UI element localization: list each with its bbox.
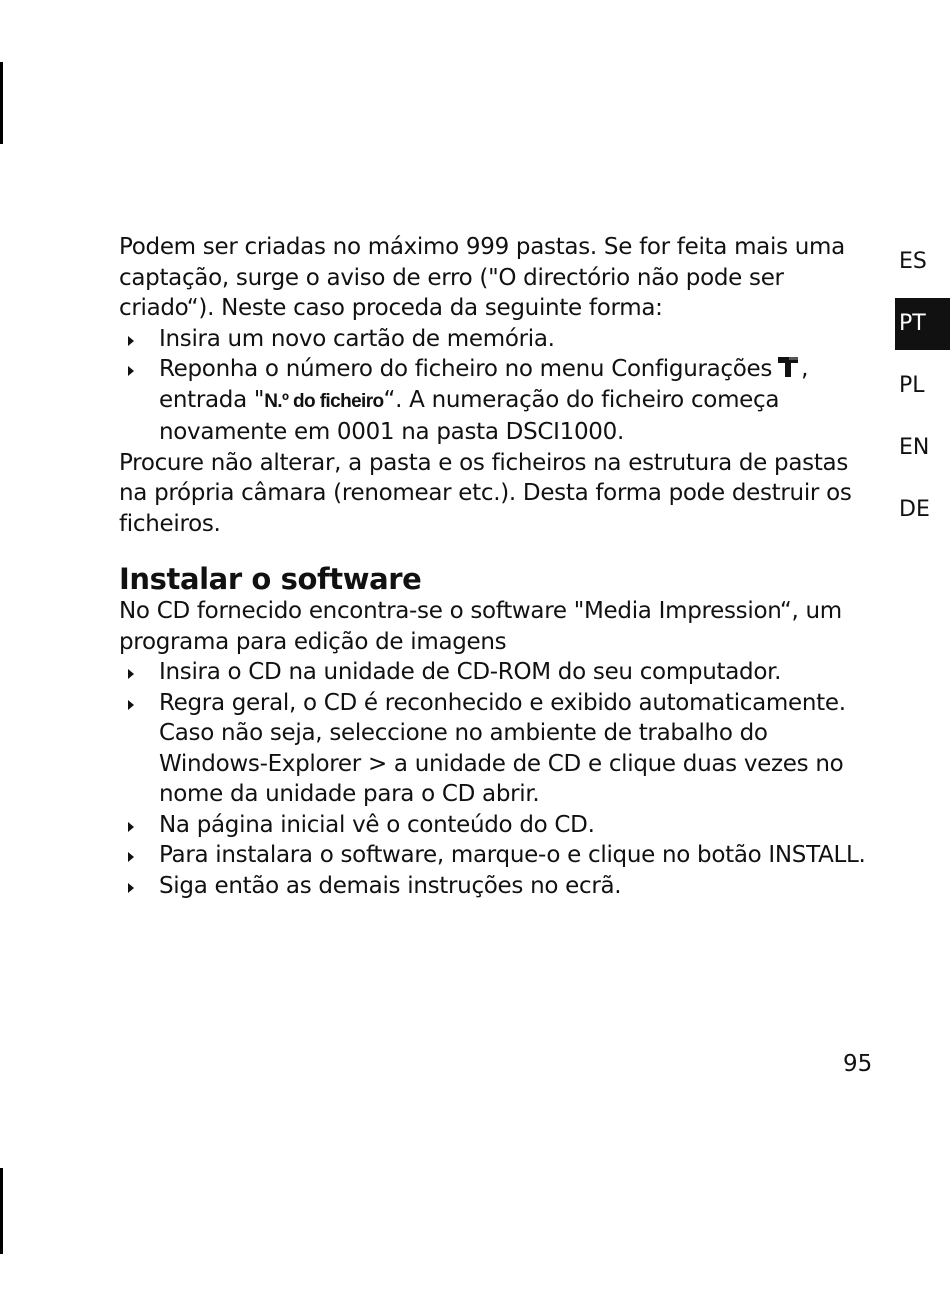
list-item-text: Na página inicial vê o conteúdo do CD. — [159, 811, 595, 838]
list-item-text: “. A numeração do ficheiro começa novamente em 0001 na pasta DSCI1000. — [159, 386, 780, 445]
steps-list-install — [119, 657, 879, 901]
language-tab-es: ES — [899, 249, 927, 274]
list-item-text: , entrada " — [159, 356, 809, 413]
warning-paragraph: Procure não alterar, a pasta e os ficheiros na estrutura de pastas na própria câmara (renomear etc.). Desta forma pode destruir os ficheiros. — [119, 449, 852, 537]
list-item-text: Regra geral, o CD é reconhecido e exibido automaticamente. Caso não seja, seleccione no ambiente de trabalho do Windows-Explorer > a unidade de CD e clique duas vezes no nome da unidade para o CD abrir. — [159, 689, 846, 807]
section-intro-paragraph: No CD fornecido encontra-se o software "Media Impression“, um programa para edição de imagens — [119, 598, 842, 655]
crop-mark-bottom — [0, 1168, 3, 1254]
menu-entry-label: N.º do ficheiro — [264, 390, 384, 412]
list-item-text: Reponha o número do ficheiro no menu Configurações — [159, 356, 773, 382]
bullet-arrow-icon — [128, 700, 134, 710]
list-item-text: Insira um novo cartão de memória. — [159, 325, 555, 352]
bullet-arrow-icon — [128, 669, 134, 679]
language-tab-pl: PL — [899, 373, 925, 398]
list-item — [119, 657, 879, 688]
list-item-text: Siga então as demais instruções no ecrã. — [159, 872, 622, 899]
page-content — [119, 232, 879, 901]
list-item — [119, 354, 879, 448]
intro-paragraph: Podem ser criadas no máximo 999 pastas. Se for feita mais uma captação, surge o aviso de erro ("O directório não pode ser criado“). Neste caso proceda da seguinte forma: — [119, 234, 845, 321]
bullet-arrow-icon — [128, 822, 134, 832]
list-item — [119, 688, 879, 810]
list-item — [119, 871, 879, 902]
bullet-arrow-icon — [128, 883, 134, 893]
crop-mark-top — [0, 62, 3, 144]
language-tab-pt: PT — [895, 298, 950, 350]
page-number: 95 — [843, 1051, 873, 1077]
language-tab-en: EN — [899, 435, 930, 460]
list-item-text: Insira o CD na unidade de CD-ROM do seu computador. — [159, 659, 782, 685]
bullet-arrow-icon — [128, 366, 134, 376]
language-tabs — [895, 236, 950, 546]
section-heading: Instalar o software — [119, 562, 422, 596]
wrench-icon — [776, 354, 800, 378]
language-tab-de: DE — [899, 497, 930, 522]
bullet-arrow-icon — [128, 336, 134, 346]
bullet-arrow-icon — [128, 852, 134, 862]
list-item — [119, 840, 879, 871]
list-item — [119, 324, 879, 355]
list-item-text: Para instalara o software, marque-o e clique no botão INSTALL. — [159, 842, 866, 868]
list-item — [119, 810, 879, 841]
steps-list-folders — [119, 324, 879, 448]
